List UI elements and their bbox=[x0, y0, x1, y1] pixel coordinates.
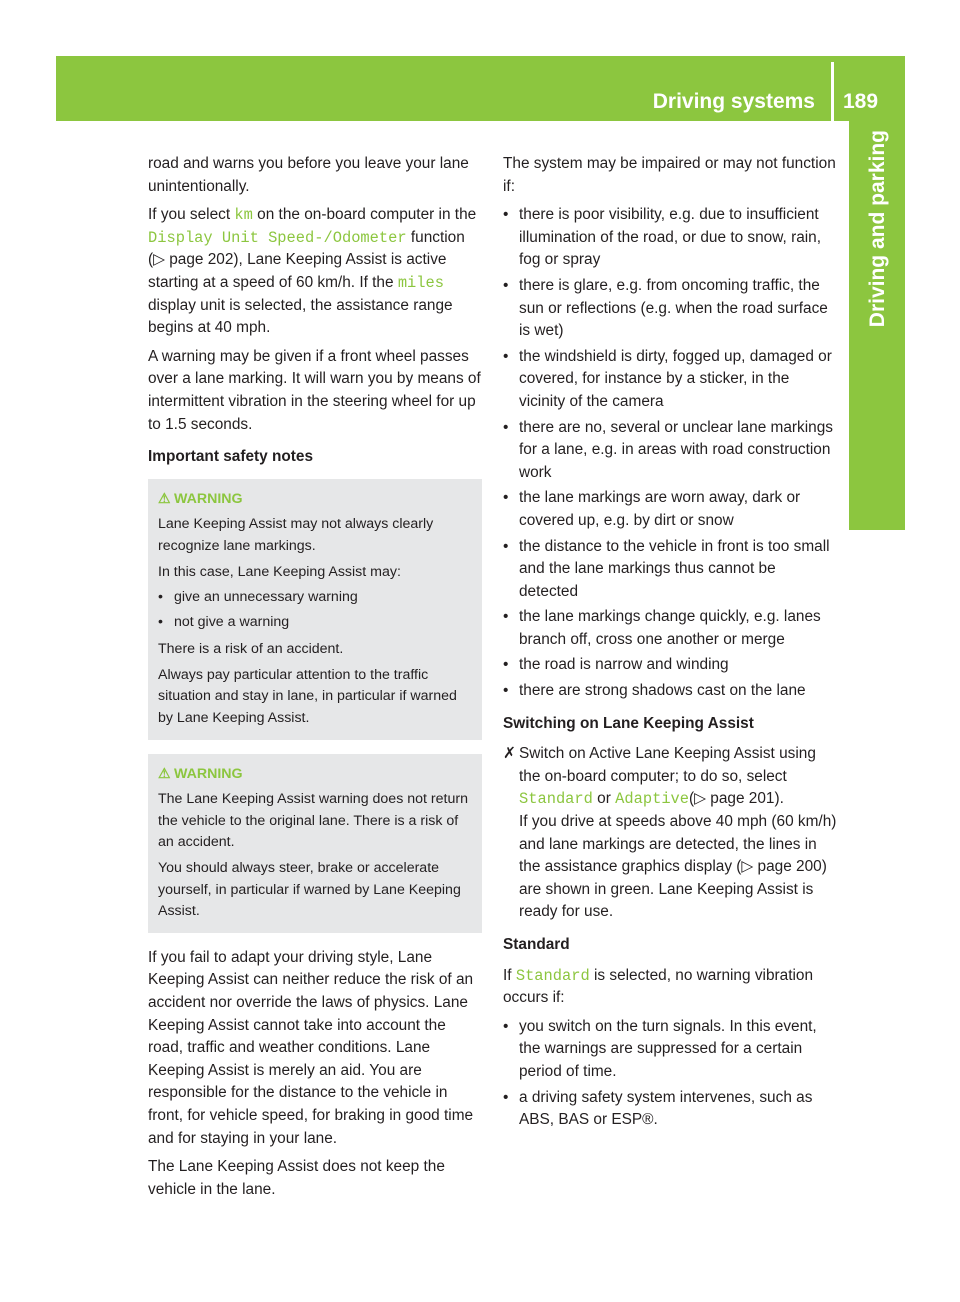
step-arrow-icon: ✗ bbox=[503, 745, 516, 763]
list-item: • you switch on the turn signals. In this event, the warnings are suppressed for a certain period of time. bbox=[503, 1016, 837, 1084]
impairment-list bbox=[503, 204, 837, 702]
display-unit-option: Display Unit Speed-/Odometer bbox=[148, 228, 407, 247]
list-item: • the lane markings are worn away, dark or covered up, e.g. by dirt or snow bbox=[503, 487, 837, 532]
standard-option: Standard bbox=[515, 966, 590, 985]
warning-box bbox=[148, 479, 482, 740]
page-number: 189 bbox=[843, 90, 879, 113]
paragraph: The Lane Keeping Assist does not keep the vehicle in the lane. bbox=[148, 1158, 445, 1198]
right-column bbox=[503, 153, 837, 1138]
section-title: Driving systems bbox=[652, 90, 815, 113]
side-label: Driving and parking bbox=[866, 130, 889, 328]
warning-text: Always pay particular attention to the traffic situation and stay in lane, in particular if warned by Lane Keeping Assist. bbox=[158, 666, 457, 727]
paragraph: If you select km on the on-board computer in the Display Unit Speed-/Odometer function (▷ page 202), Lane Keeping Assist is active starting at a speed of 60 km/h. If the miles display unit is selected, the assistance range begins at 40 mph. bbox=[148, 206, 477, 337]
list-item: • not give a warning bbox=[158, 612, 472, 634]
list-item: • there are strong shadows cast on the lane bbox=[503, 680, 837, 703]
warning-title: ⚠ WARNING bbox=[158, 764, 472, 786]
warning-text: The Lane Keeping Assist warning does not return the vehicle to the original lane. There is a risk of an accident. bbox=[158, 791, 468, 851]
header-bar bbox=[56, 56, 905, 121]
warning-title: ⚠ WARNING bbox=[158, 489, 472, 511]
paragraph: If Standard is selected, no warning vibration occurs if: bbox=[503, 966, 814, 1007]
warning-text: There is a risk of an accident. bbox=[158, 641, 344, 658]
paragraph: If you fail to adapt your driving style, Lane Keeping Assist can neither reduce the risk of an accident nor override the laws of physics. Lane Keeping Assist cannot take into account the road, traffic and weather conditions. Lane Keeping Assist is merely an aid. You are responsible for the distance to the vehicle in front, for vehicle speed, for braking in good time and for staying in your lane. bbox=[148, 948, 474, 1147]
list-item: • a driving safety system intervenes, such as ABS, BAS or ESP®. bbox=[503, 1087, 837, 1132]
paragraph: road and warns you before you leave your lane unintentionally. bbox=[148, 155, 469, 195]
left-column bbox=[148, 153, 482, 1207]
header-divider bbox=[831, 62, 834, 121]
warning-list bbox=[158, 587, 472, 633]
adaptive-option: Adaptive bbox=[615, 790, 690, 809]
paragraph: If you drive at speeds above 40 mph (60 km/h) and lane markings are detected, the lines in the assistance graphics display (▷ page 200) are shown in green. Lane Keeping Assist is ready for use. bbox=[519, 813, 837, 921]
list-item: • the windshield is dirty, fogged up, damaged or covered, for instance by a sticker, in the vicinity of the camera bbox=[503, 346, 837, 414]
km-option: km bbox=[234, 206, 253, 225]
standard-list bbox=[503, 1016, 837, 1132]
list-item: • there are no, several or unclear lane markings for a lane, e.g. in areas with road construction work bbox=[503, 417, 837, 485]
list-item: • the road is narrow and winding bbox=[503, 654, 837, 677]
list-item: • the lane markings change quickly, e.g. lanes branch off, cross one another or merge bbox=[503, 606, 837, 651]
standard-option: Standard bbox=[519, 790, 593, 809]
paragraph: A warning may be given if a front wheel passes over a lane marking. It will warn you by means of intermittent vibration in the steering wheel for up to 1.5 seconds. bbox=[148, 347, 481, 433]
warning-triangle-icon: ⚠ bbox=[158, 490, 171, 507]
warning-box bbox=[148, 754, 482, 933]
instruction-step: ✗ Switch on Active Lane Keeping Assist using the on-board computer; to do so, select Standard or Adaptive(▷ page 201). If you drive at speeds above 40 mph (60 km/h) and lane markings are detected, the lines in the assistance graphics display (▷ page 200) are shown in green. Lane Keeping Assist is ready for use. bbox=[503, 743, 837, 924]
miles-option: miles bbox=[397, 273, 444, 292]
section-heading: Standard bbox=[503, 936, 570, 953]
list-item: • there is poor visibility, e.g. due to insufficient illumination of the road, or due to snow, rain, fog or spray bbox=[503, 204, 837, 272]
list-item: • there is glare, e.g. from oncoming traffic, the sun or reflections (e.g. when the road surface is wet) bbox=[503, 275, 837, 343]
paragraph: The system may be impaired or may not function if: bbox=[503, 155, 836, 195]
warning-triangle-icon: ⚠ bbox=[158, 765, 171, 782]
list-item: • give an unnecessary warning bbox=[158, 587, 472, 609]
side-tab-block bbox=[849, 485, 905, 530]
warning-text: In this case, Lane Keeping Assist may: bbox=[158, 563, 401, 580]
warning-text: You should always steer, brake or accelerate yourself, in particular if warned by Lane Keeping Assist. bbox=[158, 860, 461, 920]
section-heading: Switching on Lane Keeping Assist bbox=[503, 714, 754, 732]
section-heading: Important safety notes bbox=[148, 448, 314, 466]
warning-text: Lane Keeping Assist may not always clearly recognize lane markings. bbox=[158, 516, 434, 554]
list-item: • the distance to the vehicle in front is too small and the lane markings thus cannot be detected bbox=[503, 536, 837, 604]
